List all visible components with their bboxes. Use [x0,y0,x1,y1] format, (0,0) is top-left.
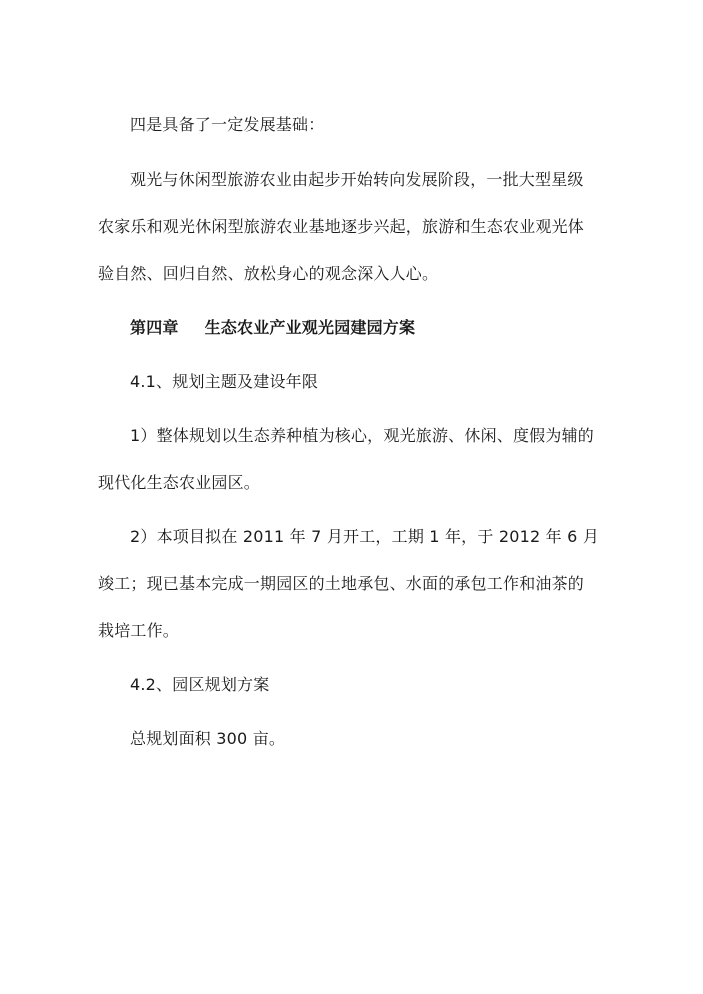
text-line: 四是具备了一定发展基础： [130,115,325,134]
text-line: 竣工；现已基本完成一期园区的土地承包、水面的承包工作和油茶的 [98,574,585,593]
text-line: 验自然、回归自然、放松身心的观念深入人心。 [98,264,439,283]
text-line: 1）整体规划以生态养种植为核心，观光旅游、休闲、度假为辅的 [130,426,594,445]
text-line: 栽培工作。 [98,621,180,640]
text-line: 现代化生态农业园区。 [98,473,261,492]
text-line: 观光与休闲型旅游农业由起步开始转向发展阶段，一批大型星级 [130,170,584,189]
text-line: 4.2、园区规划方案 [130,675,270,694]
text-line: 4.1、规划主题及建设年限 [130,372,319,391]
text-line: 总规划面积 300 亩。 [130,729,286,748]
text-line: 农家乐和观光休闲型旅游农业基地逐步兴起，旅游和生态农业观光体 [98,217,585,236]
chapter-title: 生态农业产业观光园建园方案 [204,318,416,337]
chapter-number: 第四章 [130,318,179,337]
text-line: 2）本项目拟在 2011 年 7 月开工，工期 1 年，于 2012 年 6 月 [130,527,600,546]
